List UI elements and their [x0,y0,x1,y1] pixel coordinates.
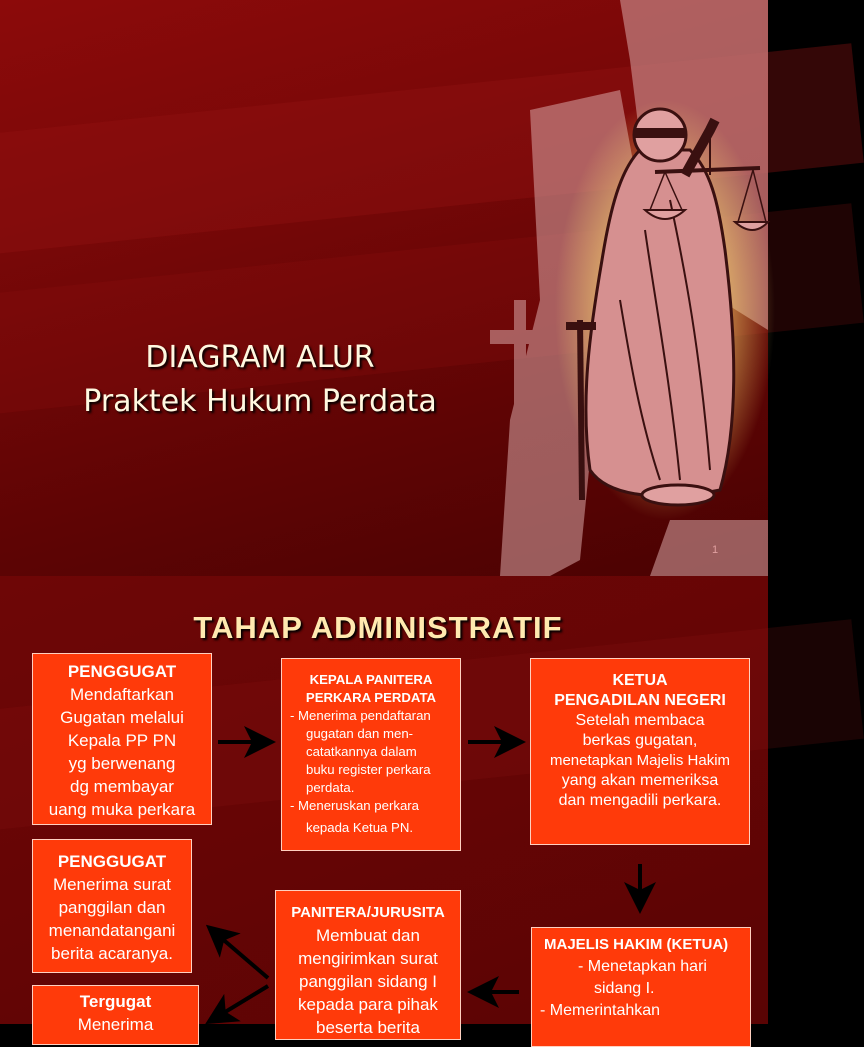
arrow-down-left [212,986,268,1020]
title-slide [0,0,768,576]
box-line: sidang I. [594,980,655,997]
box-line: menetapkan Majelis Hakim [549,752,731,769]
box-heading: KEPALA PANITERA [309,672,433,687]
lady-justice-illustration [470,0,768,576]
box-line: uang muka perkara [48,800,196,819]
flow-slide [0,576,768,1037]
box-line: dg membayar [70,777,174,796]
box-heading: PENGADILAN NEGERI [554,692,726,709]
box-line: Setelah membaca [575,712,705,729]
box-line: yang akan memeriksa [561,772,719,789]
box-line: - Memerintahkan [540,1002,661,1019]
box-heading: KETUA [612,672,668,689]
box-line: mengirimkan surat [298,949,438,968]
box-line: catatkannya dalam [306,744,417,759]
slide-title-line-1: DIAGRAM ALUR [145,340,375,375]
box-heading: PENGGUGAT [57,852,167,871]
box-line: perdata. [306,780,355,795]
box-line: panggilan sidang I [298,972,437,991]
box-heading: MAJELIS HAKIM (KETUA) [544,936,729,953]
box-line: buku register perkara [306,762,431,777]
box-line: - Menetapkan hari [578,958,707,975]
box-line: - Menerima pendaftaran [290,708,431,723]
box-line: Membuat dan [316,926,420,945]
box-line: kepada para pihak [298,995,438,1014]
box-line: Menerima [77,1015,154,1034]
slide-title: TAHAP ADMINISTRATIF [193,610,563,645]
box-line: Kepala PP PN [67,731,177,750]
box-line: yg berwenang [68,754,176,773]
box-line: dan mengadili perkara. [558,792,722,809]
box-line: menandatangani [48,921,176,940]
box-heading: Tergugat [79,992,152,1011]
box-line: kepada Ketua PN. [306,820,414,835]
slide-title-line-2: Praktek Hukum Perdata [83,384,437,419]
box-line: beserta berita [316,1018,420,1037]
box-line: - Meneruskan perkara [290,798,420,813]
box-line: berita acaranya. [51,944,173,963]
box-line: Gugatan melalui [60,708,184,727]
box-line: panggilan dan [58,898,166,917]
flow-arrows [0,576,768,1024]
box-heading: PENGGUGAT [67,662,177,681]
box-heading: PANITERA/JURUSITA [291,904,445,921]
box-line: gugatan dan men- [306,726,414,741]
box-line: berkas gugatan, [582,732,698,749]
arrow-up-left [212,930,268,978]
box-line: Mendaftarkan [70,685,174,704]
box-heading: PERKARA PERDATA [305,690,437,705]
box-line: Menerima surat [52,875,172,894]
page-number: 1 [712,544,719,556]
